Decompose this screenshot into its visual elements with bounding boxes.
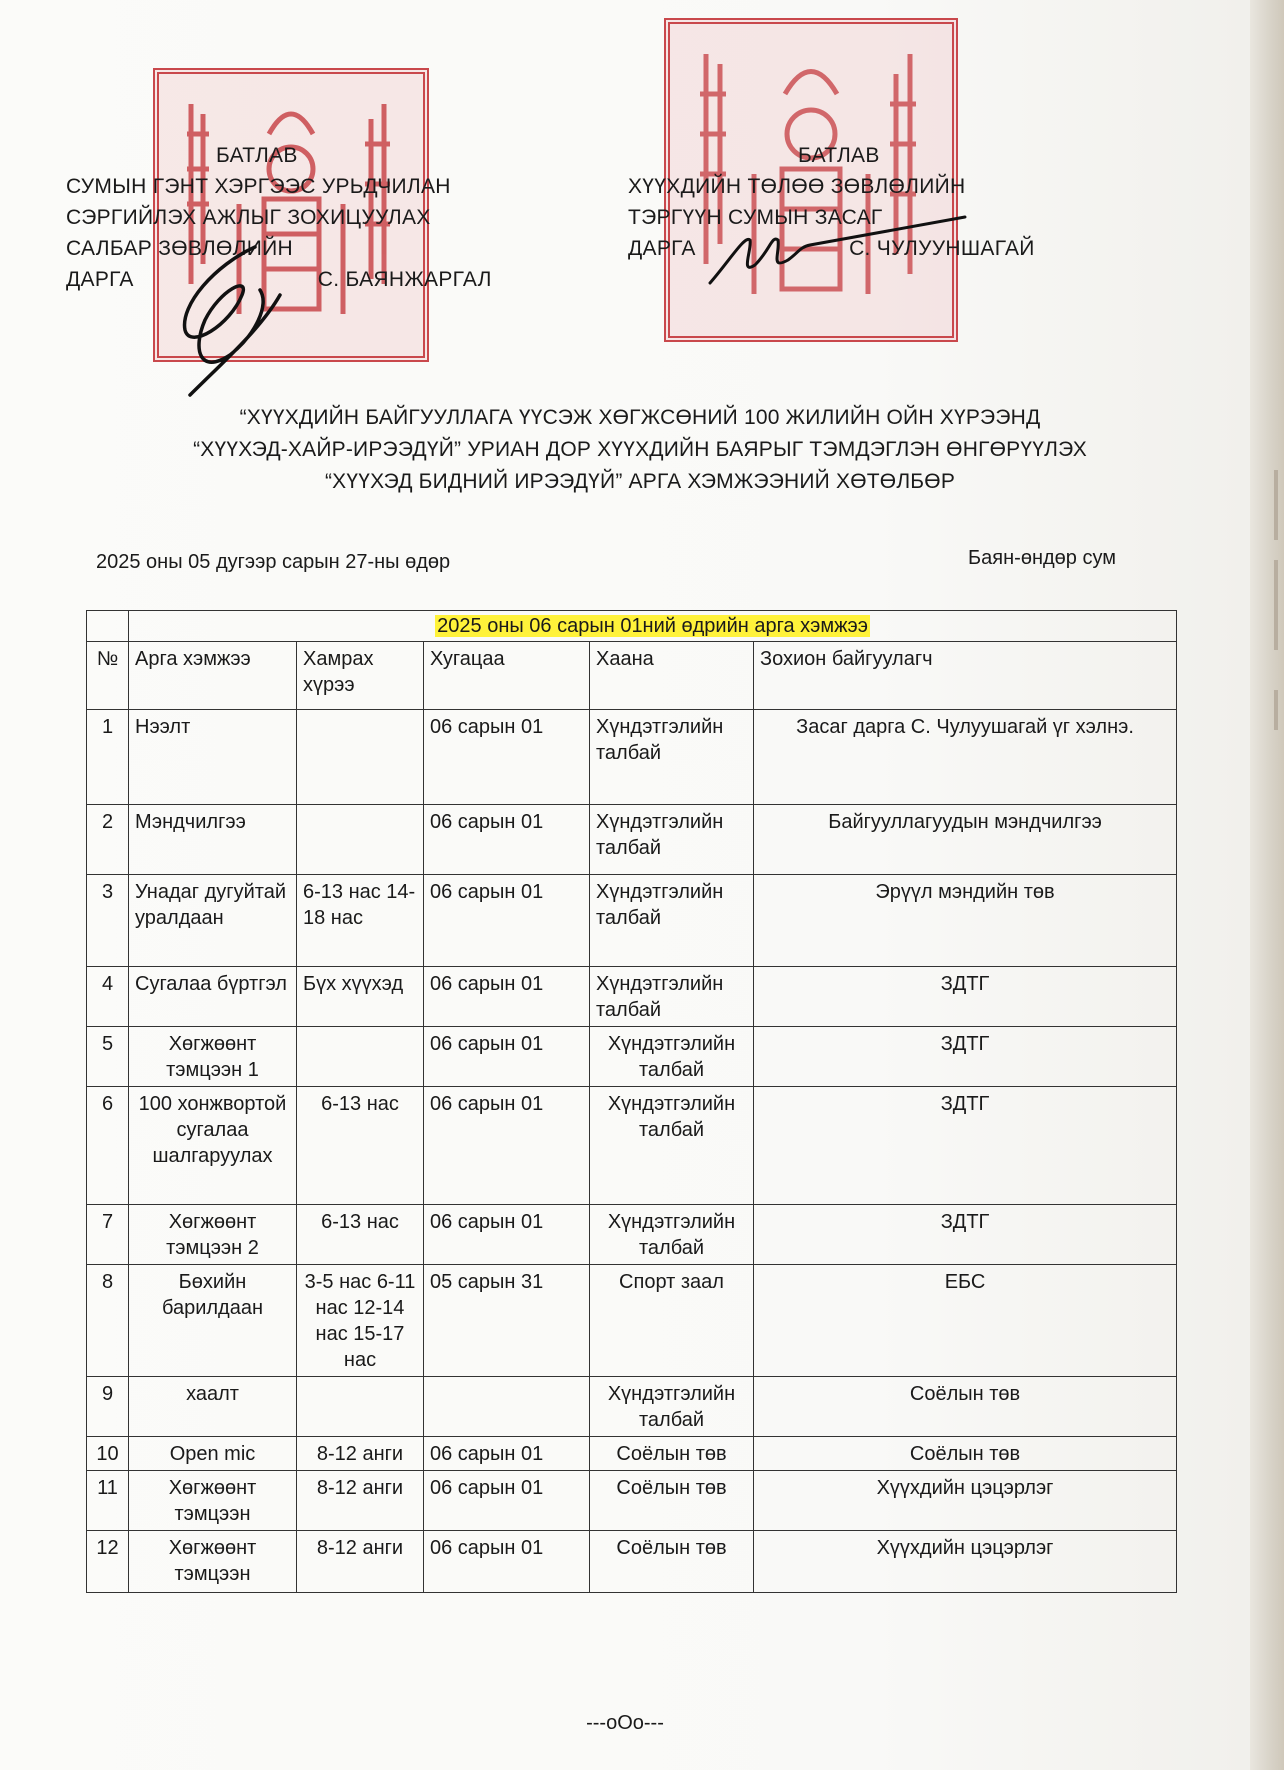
cell-no: 7 xyxy=(87,1205,129,1265)
approval-line: СУМЫН ГЭНТ ХЭРГЭЭС УРЬДЧИЛАН xyxy=(66,175,451,198)
cell-organizer: ЗДТГ xyxy=(754,967,1177,1027)
cell-date: 06 сарын 01 xyxy=(424,1471,590,1531)
table-row xyxy=(87,1265,1177,1377)
table-row xyxy=(87,1437,1177,1471)
cell-event: Нээлт xyxy=(129,710,297,805)
approval-title: БАТЛАВ xyxy=(798,144,880,167)
cell-scope: Бүх хүүхэд xyxy=(297,967,424,1027)
table-header-row xyxy=(87,642,1177,710)
cell-scope: 6-13 нас xyxy=(297,1087,424,1205)
cell-organizer: Соёлын төв xyxy=(754,1377,1177,1437)
table-row xyxy=(87,1027,1177,1087)
cell-date: 06 сарын 01 xyxy=(424,1087,590,1205)
cell-organizer: Эрүүл мэндийн төв xyxy=(754,875,1177,967)
program-title-line: “ХҮҮХЭД БИДНИЙ ИРЭЭДҮЙ” АРГА ХЭМЖЭЭНИЙ ХӨТӨЛБӨР xyxy=(324,470,956,493)
document-place: Баян-өндөр сум xyxy=(968,547,1116,569)
cell-no: 1 xyxy=(87,710,129,805)
cell-place: Соёлын төв xyxy=(590,1437,754,1471)
table-row xyxy=(87,1471,1177,1531)
cell-organizer: Хүүхдийн цэцэрлэг xyxy=(754,1531,1177,1593)
table-banner-row xyxy=(87,611,1177,642)
cell-place: Хүндэтгэлийн талбай xyxy=(590,805,754,875)
cell-organizer: ЕБС xyxy=(754,1265,1177,1377)
approval-title: БАТЛАВ xyxy=(216,144,298,167)
cell-date xyxy=(424,1377,590,1437)
approval-line: СЭРГИЙЛЭХ АЖЛЫГ ЗОХИЦУУЛАХ xyxy=(66,206,431,229)
cell-event: 100 хонжвортой сугалаа шалгаруулах xyxy=(129,1087,297,1205)
cell-organizer: ЗДТГ xyxy=(754,1087,1177,1205)
table-row xyxy=(87,1087,1177,1205)
table-banner xyxy=(129,611,1177,642)
cell-event: Мэндчилгээ xyxy=(129,805,297,875)
table-row xyxy=(87,1531,1177,1593)
program-title xyxy=(80,402,1200,498)
events-table xyxy=(86,610,1177,1593)
table-banner-text: 2025 оны 06 сарын 01ний өдрийн арга хэмжээ xyxy=(437,615,868,637)
table-row xyxy=(87,805,1177,875)
cell-place: Спорт заал xyxy=(590,1265,754,1377)
cell-event: хаалт xyxy=(129,1377,297,1437)
program-title-line: “ХҮҮХДИЙН БАЙГУУЛЛАГА ҮҮСЭЖ ХӨГЖСӨНИЙ 100 ЖИЛИЙН ОЙН ХҮРЭЭНД xyxy=(239,406,1041,429)
cell-scope: 6-13 нас xyxy=(297,1205,424,1265)
cell-place: Хүндэтгэлийн талбай xyxy=(590,1377,754,1437)
cell-no: 6 xyxy=(87,1087,129,1205)
document-date: 2025 оны 05 дугээр сарын 27-ны өдөр xyxy=(96,551,451,573)
page-edge xyxy=(1250,0,1284,1770)
table-row xyxy=(87,875,1177,967)
cell-date: 06 сарын 01 xyxy=(424,1531,590,1593)
cell-event: Open mic xyxy=(129,1437,297,1471)
cell-scope xyxy=(297,1377,424,1437)
cell-no: 8 xyxy=(87,1265,129,1377)
cell-no: 10 xyxy=(87,1437,129,1471)
cell-event: Хөгжөөнт тэмцээн xyxy=(129,1531,297,1593)
header-organizer: Зохион байгуулагч xyxy=(754,642,1177,710)
banner-empty-cell xyxy=(87,611,129,642)
cell-place: Хүндэтгэлийн талбай xyxy=(590,967,754,1027)
cell-place: Хүндэтгэлийн талбай xyxy=(590,875,754,967)
cell-date: 06 сарын 01 xyxy=(424,805,590,875)
approval-line: ДАРГА С. БАЯНЖАРГАЛ xyxy=(66,268,492,291)
cell-date: 05 сарын 31 xyxy=(424,1265,590,1377)
approval-line: ТЭРГҮҮН СУМЫН ЗАСАГ xyxy=(628,206,883,229)
cell-event: Хөгжөөнт тэмцээн 1 xyxy=(129,1027,297,1087)
cell-no: 9 xyxy=(87,1377,129,1437)
left-signature xyxy=(160,235,310,410)
cell-no: 4 xyxy=(87,967,129,1027)
cell-organizer: Хүүхдийн цэцэрлэг xyxy=(754,1471,1177,1531)
cell-date: 06 сарын 01 xyxy=(424,1205,590,1265)
cell-place: Соёлын төв xyxy=(590,1531,754,1593)
approval-line: ХҮҮХДИЙН ТӨЛӨӨ ЗӨВЛӨЛИЙН xyxy=(628,175,966,198)
program-title-line: “ХҮҮХЭД-ХАЙР-ИРЭЭДҮЙ” УРИАН ДОР ХҮҮХДИЙН БАЯРЫГ ТЭМДЭГЛЭН ӨНГӨРҮҮЛЭХ xyxy=(193,438,1087,461)
cell-no: 11 xyxy=(87,1471,129,1531)
header-no: № xyxy=(87,642,129,710)
header-event: Арга хэмжээ xyxy=(129,642,297,710)
cell-date: 06 сарын 01 xyxy=(424,967,590,1027)
cell-date: 06 сарын 01 xyxy=(424,710,590,805)
cell-date: 06 сарын 01 xyxy=(424,875,590,967)
cell-place: Хүндэтгэлийн талбай xyxy=(590,1205,754,1265)
cell-scope: 3-5 нас 6-11 нас 12-14 нас 15-17 нас xyxy=(297,1265,424,1377)
cell-organizer: ЗДТГ xyxy=(754,1027,1177,1087)
cell-place: Соёлын төв xyxy=(590,1471,754,1531)
header-date: Хугацаа xyxy=(424,642,590,710)
cell-event: Унадаг дугуйтай уралдаан xyxy=(129,875,297,967)
header-scope: Хамрах хүрээ xyxy=(297,642,424,710)
cell-no: 3 xyxy=(87,875,129,967)
cell-scope: 6-13 нас 14-18 нас xyxy=(297,875,424,967)
cell-place: Хүндэтгэлийн талбай xyxy=(590,1087,754,1205)
table-row xyxy=(87,1377,1177,1437)
table-row xyxy=(87,967,1177,1027)
cell-scope: 8-12 анги xyxy=(297,1437,424,1471)
header-place: Хаана xyxy=(590,642,754,710)
cell-no: 12 xyxy=(87,1531,129,1593)
cell-event: Хөгжөөнт тэмцээн xyxy=(129,1471,297,1531)
approval-line: САЛБАР ЗӨВЛӨЛИЙН xyxy=(66,237,293,260)
table-row xyxy=(87,710,1177,805)
cell-organizer: Байгууллагуудын мэндчилгээ xyxy=(754,805,1177,875)
table-row xyxy=(87,1205,1177,1265)
cell-place: Хүндэтгэлийн талбай xyxy=(590,1027,754,1087)
cell-scope xyxy=(297,1027,424,1087)
cell-scope: 8-12 анги xyxy=(297,1531,424,1593)
cell-date: 06 сарын 01 xyxy=(424,1437,590,1471)
cell-date: 06 сарын 01 xyxy=(424,1027,590,1087)
cell-organizer: ЗДТГ xyxy=(754,1205,1177,1265)
cell-place: Хүндэтгэлийн талбай xyxy=(590,710,754,805)
cell-scope xyxy=(297,710,424,805)
cell-no: 5 xyxy=(87,1027,129,1087)
cell-event: Бөхийн барилдаан xyxy=(129,1265,297,1377)
cell-event: Хөгжөөнт тэмцээн 2 xyxy=(129,1205,297,1265)
cell-no: 2 xyxy=(87,805,129,875)
document-footer: ---oOo--- xyxy=(586,1712,664,1734)
approval-line: ДАРГА С. ЧУЛУУНШАГАЙ xyxy=(628,237,1035,260)
cell-organizer: Засаг дарга С. Чулуушагай үг хэлнэ. xyxy=(754,710,1177,805)
cell-organizer: Соёлын төв xyxy=(754,1437,1177,1471)
cell-scope: 8-12 анги xyxy=(297,1471,424,1531)
cell-event: Сугалаа бүртгэл xyxy=(129,967,297,1027)
cell-scope xyxy=(297,805,424,875)
right-signature xyxy=(700,205,970,290)
